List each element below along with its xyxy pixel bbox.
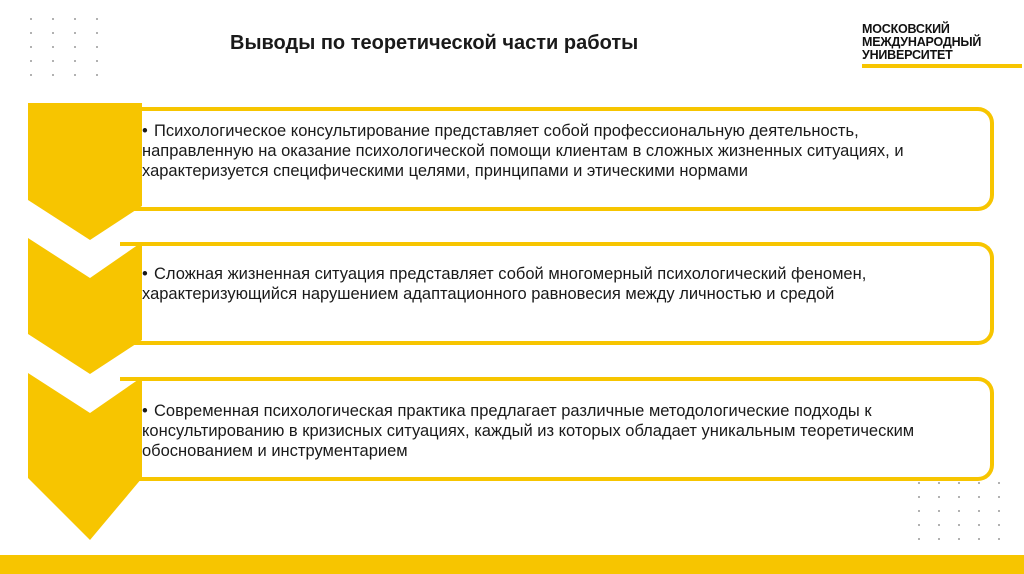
bottom-accent-bar	[0, 555, 1024, 574]
conclusion-text-1: • Психологическое консультирование представляет собой профессиональную деятельность, направленную на оказание психологической помощи клиентам в сложных жизненных ситуациях, и характеризуется специфическими целями, принципами и этическими нормами	[142, 122, 904, 180]
chevron-arrow-3	[28, 373, 142, 540]
chevron-arrows	[0, 0, 160, 574]
bullet-icon: •	[142, 265, 148, 283]
conclusion-text-2: • Сложная жизненная ситуация представляет собой многомерный психологический феномен, характеризующийся нарушением адаптационного равновесия между личностью и средой	[142, 265, 867, 303]
chevron-arrow-2	[28, 238, 142, 374]
bullet-icon: •	[142, 402, 148, 420]
slide-title: Выводы по теоретической части работы	[230, 32, 639, 54]
conclusion-text-3: • Современная психологическая практика предлагает различные методологические подходы к консультированию в кризисных ситуациях, каждый из которых обладает уникальным теоретическим обоснованием и инструментарием	[142, 402, 915, 460]
conclusion-box-3	[120, 377, 994, 481]
bullet-icon: •	[142, 122, 148, 140]
logo-line-2: МЕЖДУНАРОДНЫЙ	[862, 35, 982, 49]
logo-line-3: УНИВЕРСИТЕТ	[862, 48, 953, 62]
conclusion-box-1	[120, 107, 994, 211]
conclusion-box-2	[120, 242, 994, 345]
university-logo	[862, 23, 1024, 68]
logo-underline	[862, 64, 1022, 68]
logo-line-1: МОСКОВСКИЙ	[862, 22, 950, 36]
